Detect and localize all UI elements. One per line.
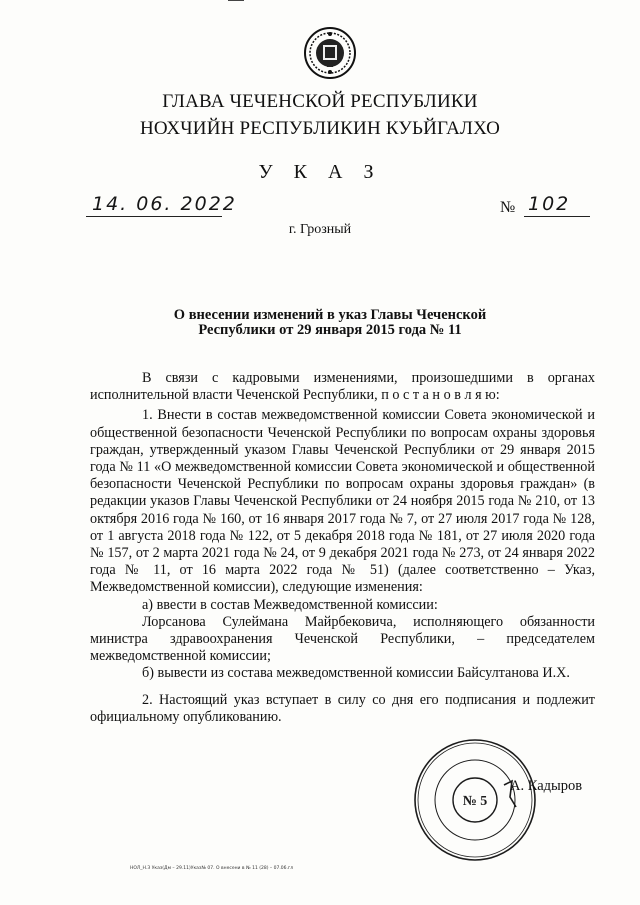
scan-mark xyxy=(228,0,244,1)
decree-title-line-2: Республики от 29 января 2015 года № 11 xyxy=(198,322,462,338)
official-stamp xyxy=(412,737,538,863)
decree-title xyxy=(140,308,520,338)
decree-date: 14. 06. 2022 xyxy=(92,193,237,215)
decree-number: 102 xyxy=(528,193,571,215)
coat-of-arms-emblem xyxy=(303,26,357,80)
item-2-paragraph: 2. Настоящий указ вступает в силу со дня его подписания и подлежит официальному опубликованию. xyxy=(90,691,595,725)
number-underline xyxy=(524,216,590,217)
item-1a-paragraph: а) ввести в состав Межведомственной комиссии: xyxy=(142,596,438,613)
item-1b-paragraph: б) вывести из состава межведомственной комиссии Байсултанова И.Х. xyxy=(142,665,570,682)
stamp-number: № 5 xyxy=(462,794,488,809)
preamble-paragraph: В связи с кадровыми изменениями, произошедшими в органах исполнительной власти Чеченской Республики, п о с т а н о в л я ю: xyxy=(90,370,595,404)
decree-title-line-1: О внесении изменений в указ Главы Чеченской xyxy=(173,307,487,323)
decree-body xyxy=(90,370,595,729)
decree-city: г. Грозный xyxy=(288,222,352,237)
org-name-chechen: НОХЧИЙН РЕСПУБЛИКИН КУЬЙГАЛХО xyxy=(139,118,501,139)
org-name-russian: ГЛАВА ЧЕЧЕНСКОЙ РЕСПУБЛИКИ xyxy=(162,91,478,112)
signer-name: А. Кадыров xyxy=(510,778,583,794)
number-sign: № xyxy=(500,199,516,216)
footer-file-reference: НОЛ_Н.З Указ(Дм – 29.11)Указ№ 07. О внесени в № 11 (28) – 07.06.гл xyxy=(130,866,294,871)
item-1a-person-paragraph: Лорсанова Сулеймана Майрбековича, исполняющего обязанности министра здравоохранения Чеченской Республики, – председателем межведомственной комиссии; xyxy=(90,613,595,665)
item-1-paragraph: 1. Внести в состав межведомственной комиссии Совета экономической и общественной безопасности Чеченской Республики по вопросам охраны здоровья граждан, утвержденный указом Главы Чеченской Республики от 29 января 2015 года № 11 «О межведомственной комиссии Совета экономической и общественной безопасности Чеченской Республики по вопросам охраны здоровья граждан» (в редакции указов Главы Чеченской Республики от 24 ноября 2015 года № 210, от 13 октября 2016 года № 160, от 16 января 2017 года № 7, от 27 июля 2017 года № 128, от 1 августа 2018 года № 122, от 5 декабря 2018 года № 181, от 27 июля 2020 года № 157, от 2 марта 2021 года № 24, от 9 декабря 2021 года № 273, от 24 января 2022 года № 11, от 16 марта 2022 года № 51) (далее соответственно – Указ, Межведомственной комиссии), следующие изменения: xyxy=(90,407,595,596)
document-type: У К А З xyxy=(258,161,382,183)
date-underline xyxy=(86,216,222,217)
